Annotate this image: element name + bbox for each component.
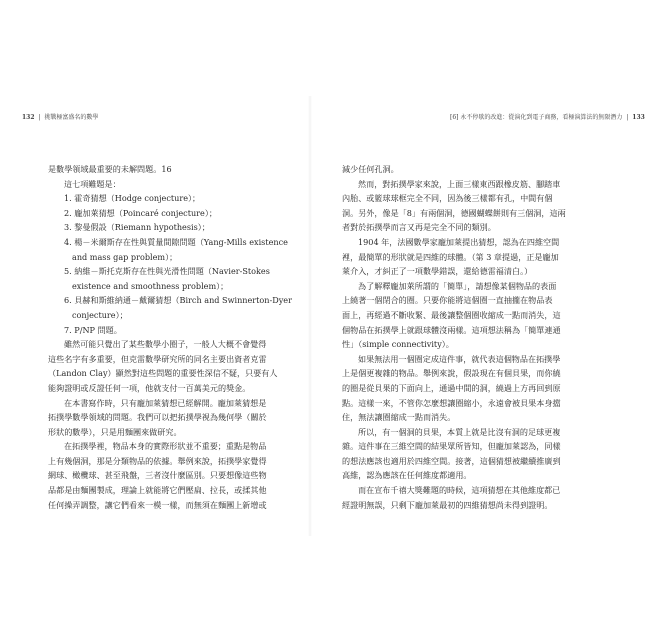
- text-line: 雖然可能只覺出了某些數學小圈子，一般人大概不會覺得: [64, 339, 267, 350]
- text-line: 是數學領域最重要的未解問題。16: [48, 164, 172, 174]
- list-item: 1. 霍奇猜想（Hodge conjecture）；: [64, 193, 201, 204]
- text-line: 在本書寫作時，只有龐加萊猜想已經解開。龐加萊猜想是: [64, 397, 267, 408]
- left-page-number: 132: [22, 114, 35, 121]
- list-item: 3. 黎曼假設（Riemann hypothesis）；: [64, 222, 210, 233]
- text-line: 然而，對拓撲學家來說，上面三樣東西跟橡皮筋、腳踏車: [358, 178, 561, 189]
- list-item-continuation: conjecture）；: [72, 309, 128, 320]
- text-line: 個物品在拓撲學上就跟球體沒兩樣。這項想法稱為「簡單連通: [342, 324, 561, 335]
- right-body-text: [342, 162, 576, 512]
- text-line: 住，無法讓圈縮成一點而消失。: [342, 412, 456, 423]
- text-line: 洞。另外，像是「8」有兩個洞，德國蝴蝶餅則有三個洞，這兩: [342, 207, 566, 218]
- text-line: 上有幾個洞，那是分類物品的依據。舉例來說，拓撲學家覺得: [48, 455, 267, 466]
- text-line: 經證明無誤，只剩下龐加萊最初的四維猜想尚未得到證明。: [342, 499, 553, 510]
- list-item: 5. 納維－斯托克斯存在性與光滑性問題（Navier-Stokes: [64, 266, 270, 277]
- book-gutter-shadow: [308, 96, 312, 536]
- text-line: 高維，認為應該在任何維度都適用。: [342, 470, 472, 481]
- text-line: 拓撲學數學領域的問題。我們可以把拓撲學視為幾何學（關於: [48, 412, 267, 423]
- text-line: 的想法應該也適用於四維空間。接著，這個猜想被繼續推廣到: [342, 455, 561, 466]
- right-chapter-title: [6] 永不停歇的改進：從演化到電子商務，看極演算法的無限潛力: [450, 114, 623, 121]
- left-running-header: [22, 114, 98, 122]
- text-line: （Landon Clay）顯然對這些問題的重要性深信不疑，只要有人: [48, 368, 278, 379]
- text-line: 減少任何孔洞。: [342, 164, 399, 174]
- text-line: 品都是由麵團製成，理論上就能將它們壓扁、拉長，或揉其他: [48, 485, 267, 496]
- left-running-title: 挑戰極富盛名的數學: [44, 114, 99, 121]
- text-line: 能夠證明或反證任何一項，他就支付一百萬美元的獎金。: [48, 382, 251, 393]
- text-line: 為了解釋龐加萊所謂的「簡單」，請想像某個物品的表面: [358, 280, 557, 291]
- text-line: 上繞著一個閉合的圈。只要你能將這個圈一直抽攏在物品表: [342, 295, 553, 306]
- list-item: 4. 楊－米爾斯存在性與質量間隙問題（Yang-Mills existence: [64, 236, 288, 247]
- list-item-continuation: existence and smoothness problem）；: [72, 280, 229, 291]
- right-page-number: 133: [632, 114, 645, 121]
- text-line: 上是個更複雜的物品。舉例來說，假設現在有個貝果，而你繞: [342, 368, 561, 379]
- text-line: 者對於拓撲學而言又再是完全不同的類別。: [342, 222, 496, 233]
- text-line: 如果無法用一個圈定成這件事，就代表這個物品在拓撲學: [358, 353, 561, 364]
- text-line: 裡，最簡單的形狀就是四維的球體。（第 3 章提過，正是龐加: [342, 251, 559, 262]
- text-line: 萊介入，才糾正了一項數學錯誤，還給德雷福清白。）: [342, 266, 533, 277]
- text-line: 這七項難題是：: [64, 178, 121, 189]
- list-item-continuation: and mass gap problem）；: [72, 251, 178, 262]
- text-line: 而在宣布千禧大獎難題的時候，這項猜想在其他維度都已: [358, 485, 561, 496]
- text-line: 雜。這件事在三維空間的結果眾所皆知，但龐加萊認為，同樣: [342, 441, 561, 452]
- text-line: 在拓撲學裡，物品本身的實際形狀並不重要；重點是物品: [64, 441, 267, 452]
- text-line: 1904 年，法國數學家龐加萊提出猜想，認為在四維空間: [358, 236, 560, 247]
- text-line: 性」（simple connectivity）。: [342, 339, 454, 350]
- text-line: 形狀的數學），只是用麵團來做研究。: [48, 426, 182, 437]
- text-line: 網球、橄欖球、甚至飛盤，三者沒什麼區別。只要想像這些物: [48, 470, 267, 481]
- text-line: 任何操弄調整，讓它們看來一模一樣，而無須在麵團上新增或: [48, 499, 267, 510]
- text-line: 內胎、或籃球球框完全不同，因為後三樣都有孔，中間有個: [342, 193, 553, 204]
- text-line: 這些名字有多重要，但克雷數學研究所的同名主要出資者克雷: [48, 353, 267, 364]
- list-item: 7. P/NP 問題。: [64, 324, 122, 335]
- list-item: 2. 龐加萊猜想（Poincaré conjecture）；: [64, 207, 217, 218]
- text-line: 的圈是從貝果的下面向上，通過中間的洞，繞過上方再回到原: [342, 382, 561, 393]
- text-line: 面上，再經過不斷收緊、最後讓整個圈收縮成一點而消失，這: [342, 309, 561, 320]
- list-item: 6. 貝赫和斯維納通－戴爾猜想（Birch and Swinnerton-Dyer: [64, 295, 292, 306]
- header-separator: |: [626, 114, 629, 121]
- left-body-text: [48, 162, 292, 512]
- right-running-header: [450, 114, 645, 122]
- header-separator: |: [38, 114, 41, 121]
- text-line: 所以，有一個洞的貝果，本質上就是比沒有洞的足球更複: [358, 426, 561, 437]
- text-line: 點。這樣一來，不管你怎麼想讓圈縮小，永遠會被貝果本身擋: [342, 397, 561, 408]
